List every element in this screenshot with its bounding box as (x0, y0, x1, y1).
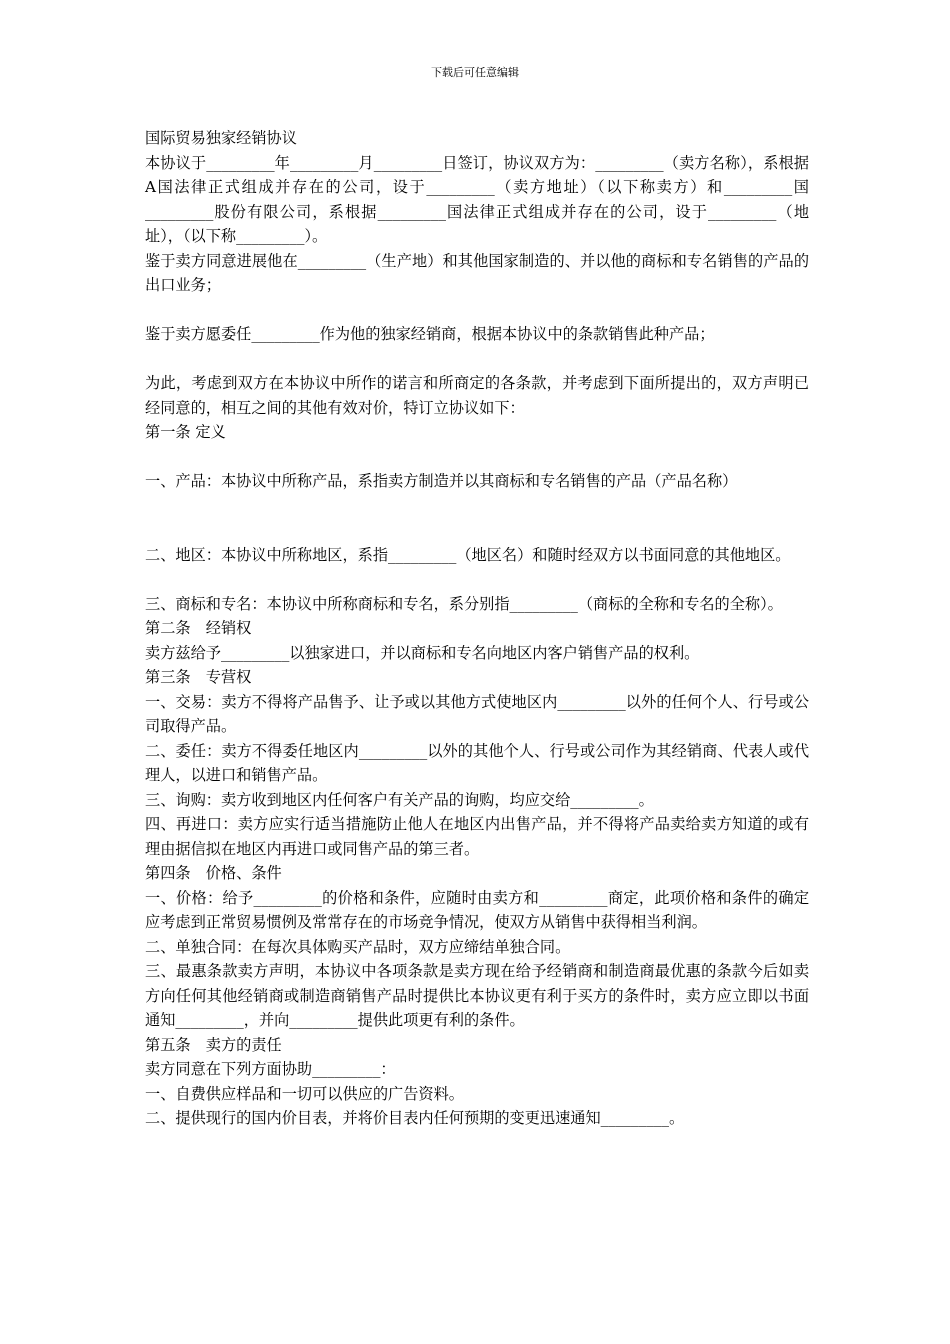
article-1-product: 一、产品：本协议中所称产品，系指卖方制造并以其商标和专名销售的产品（产品名称） (145, 472, 738, 490)
spacer (145, 347, 809, 372)
article-4-price: 一、价格：给予_________的价格和条件，应随时由卖方和_________商定，此项价格和条件的确定应考虑到正常贸易惯例及常常存在的市场竞争情况，使双方从销售中获得相当利润。 (145, 888, 809, 931)
preamble-appointment: 鉴于卖方愿委任_________作为他的独家经销商，根据本协议中的条款销售此种产品； (145, 325, 715, 343)
article-5-intro: 卖方同意在下列方面协助_________： (145, 1060, 396, 1078)
article-3-reimport: 四、再进口：卖方应实行适当措施防止他人在地区内出售产品，并不得将产品卖给卖方知道的或有理由据信拟在地区内再进口或同售产品的第三者。 (145, 815, 809, 858)
spacer (145, 298, 809, 323)
preamble-export: 鉴于卖方同意进展他在_________（生产地）和其他国家制造的、并以他的商标和专名销售的产品的出口业务； (145, 251, 809, 294)
article-3-appointment: 二、委任：卖方不得委任地区内_________以外的其他个人、行号或公司作为其经销商、代表人或代理人，以进口和销售产品。 (145, 741, 809, 784)
article-4-most-favored: 三、最惠条款卖方声明，本协议中各项条款是卖方现在给予经销商和制造商最优惠的条款今后如卖方向任何其他经销商或制造商销售产品时提供比本协议更有利于买方的条件时，卖方应立即以书面通知_________，并向_________提供此项更有利的条件。 (145, 962, 809, 1029)
article-3-inquiry: 三、询购：卖方收到地区内任何客户有关产品的询购，均应交给_________。 (145, 790, 654, 809)
article-5-samples: 一、自费供应样品和一切可以供应的广告资料。 (145, 1084, 464, 1103)
spacer (145, 567, 809, 592)
article-2-grant: 卖方兹给予_________以独家进口，并以商标和专名向地区内客户销售产品的权利。 (145, 643, 700, 662)
article-3-transaction: 一、交易：卖方不得将产品售予、让予或以其他方式使地区内_________以外的任何个人、行号或公司取得产品。 (145, 692, 809, 735)
preamble-parties: 本协议于_________年_________月_________日签订，协议双方为：_________（卖方名称），系根据A国法律正式组成并存在的公司，设于_________（卖方地址）（以下称卖方）和_________国_________股份有限公司，系根据_________国法律正式组成并存在的公司，设于_________（地址），（以下称_________）。 (145, 153, 809, 245)
article-1-title: 第一条 定义 (145, 423, 226, 441)
spacer (145, 494, 809, 543)
article-5-price-list: 二、提供现行的国内价目表，并将价目表内任何预期的变更迅速通知_________。 (145, 1109, 685, 1127)
spacer (145, 445, 809, 470)
article-3-title: 第三条 专营权 (145, 668, 252, 686)
article-2-title: 第二条 经销权 (145, 619, 252, 637)
article-4-separate-contract: 二、单独合同：在每次具体购买产品时，双方应缔结单独合同。 (145, 937, 571, 956)
document-title: 国际贸易独家经销协议 (145, 129, 297, 147)
page-header: 下载后可任意编辑 (431, 66, 519, 79)
article-1-trademark: 三、商标和专名：本协议中所称商标和专名，系分别指_________（商标的全称和专名的全称）。 (145, 594, 783, 613)
preamble-consideration: 为此，考虑到双方在本协议中所作的诺言和所商定的各条款，并考虑到下面所提出的，双方声明已经同意的，相互之间的其他有效对价，特订立协议如下： (145, 374, 809, 417)
article-5-title: 第五条 卖方的责任 (145, 1035, 282, 1054)
article-4-title: 第四条 价格、条件 (145, 864, 282, 882)
article-1-territory: 二、地区：本协议中所称地区，系指_________（地区名）和随时经双方以书面同意的其他地区。 (145, 545, 791, 564)
document-body (145, 126, 809, 1131)
